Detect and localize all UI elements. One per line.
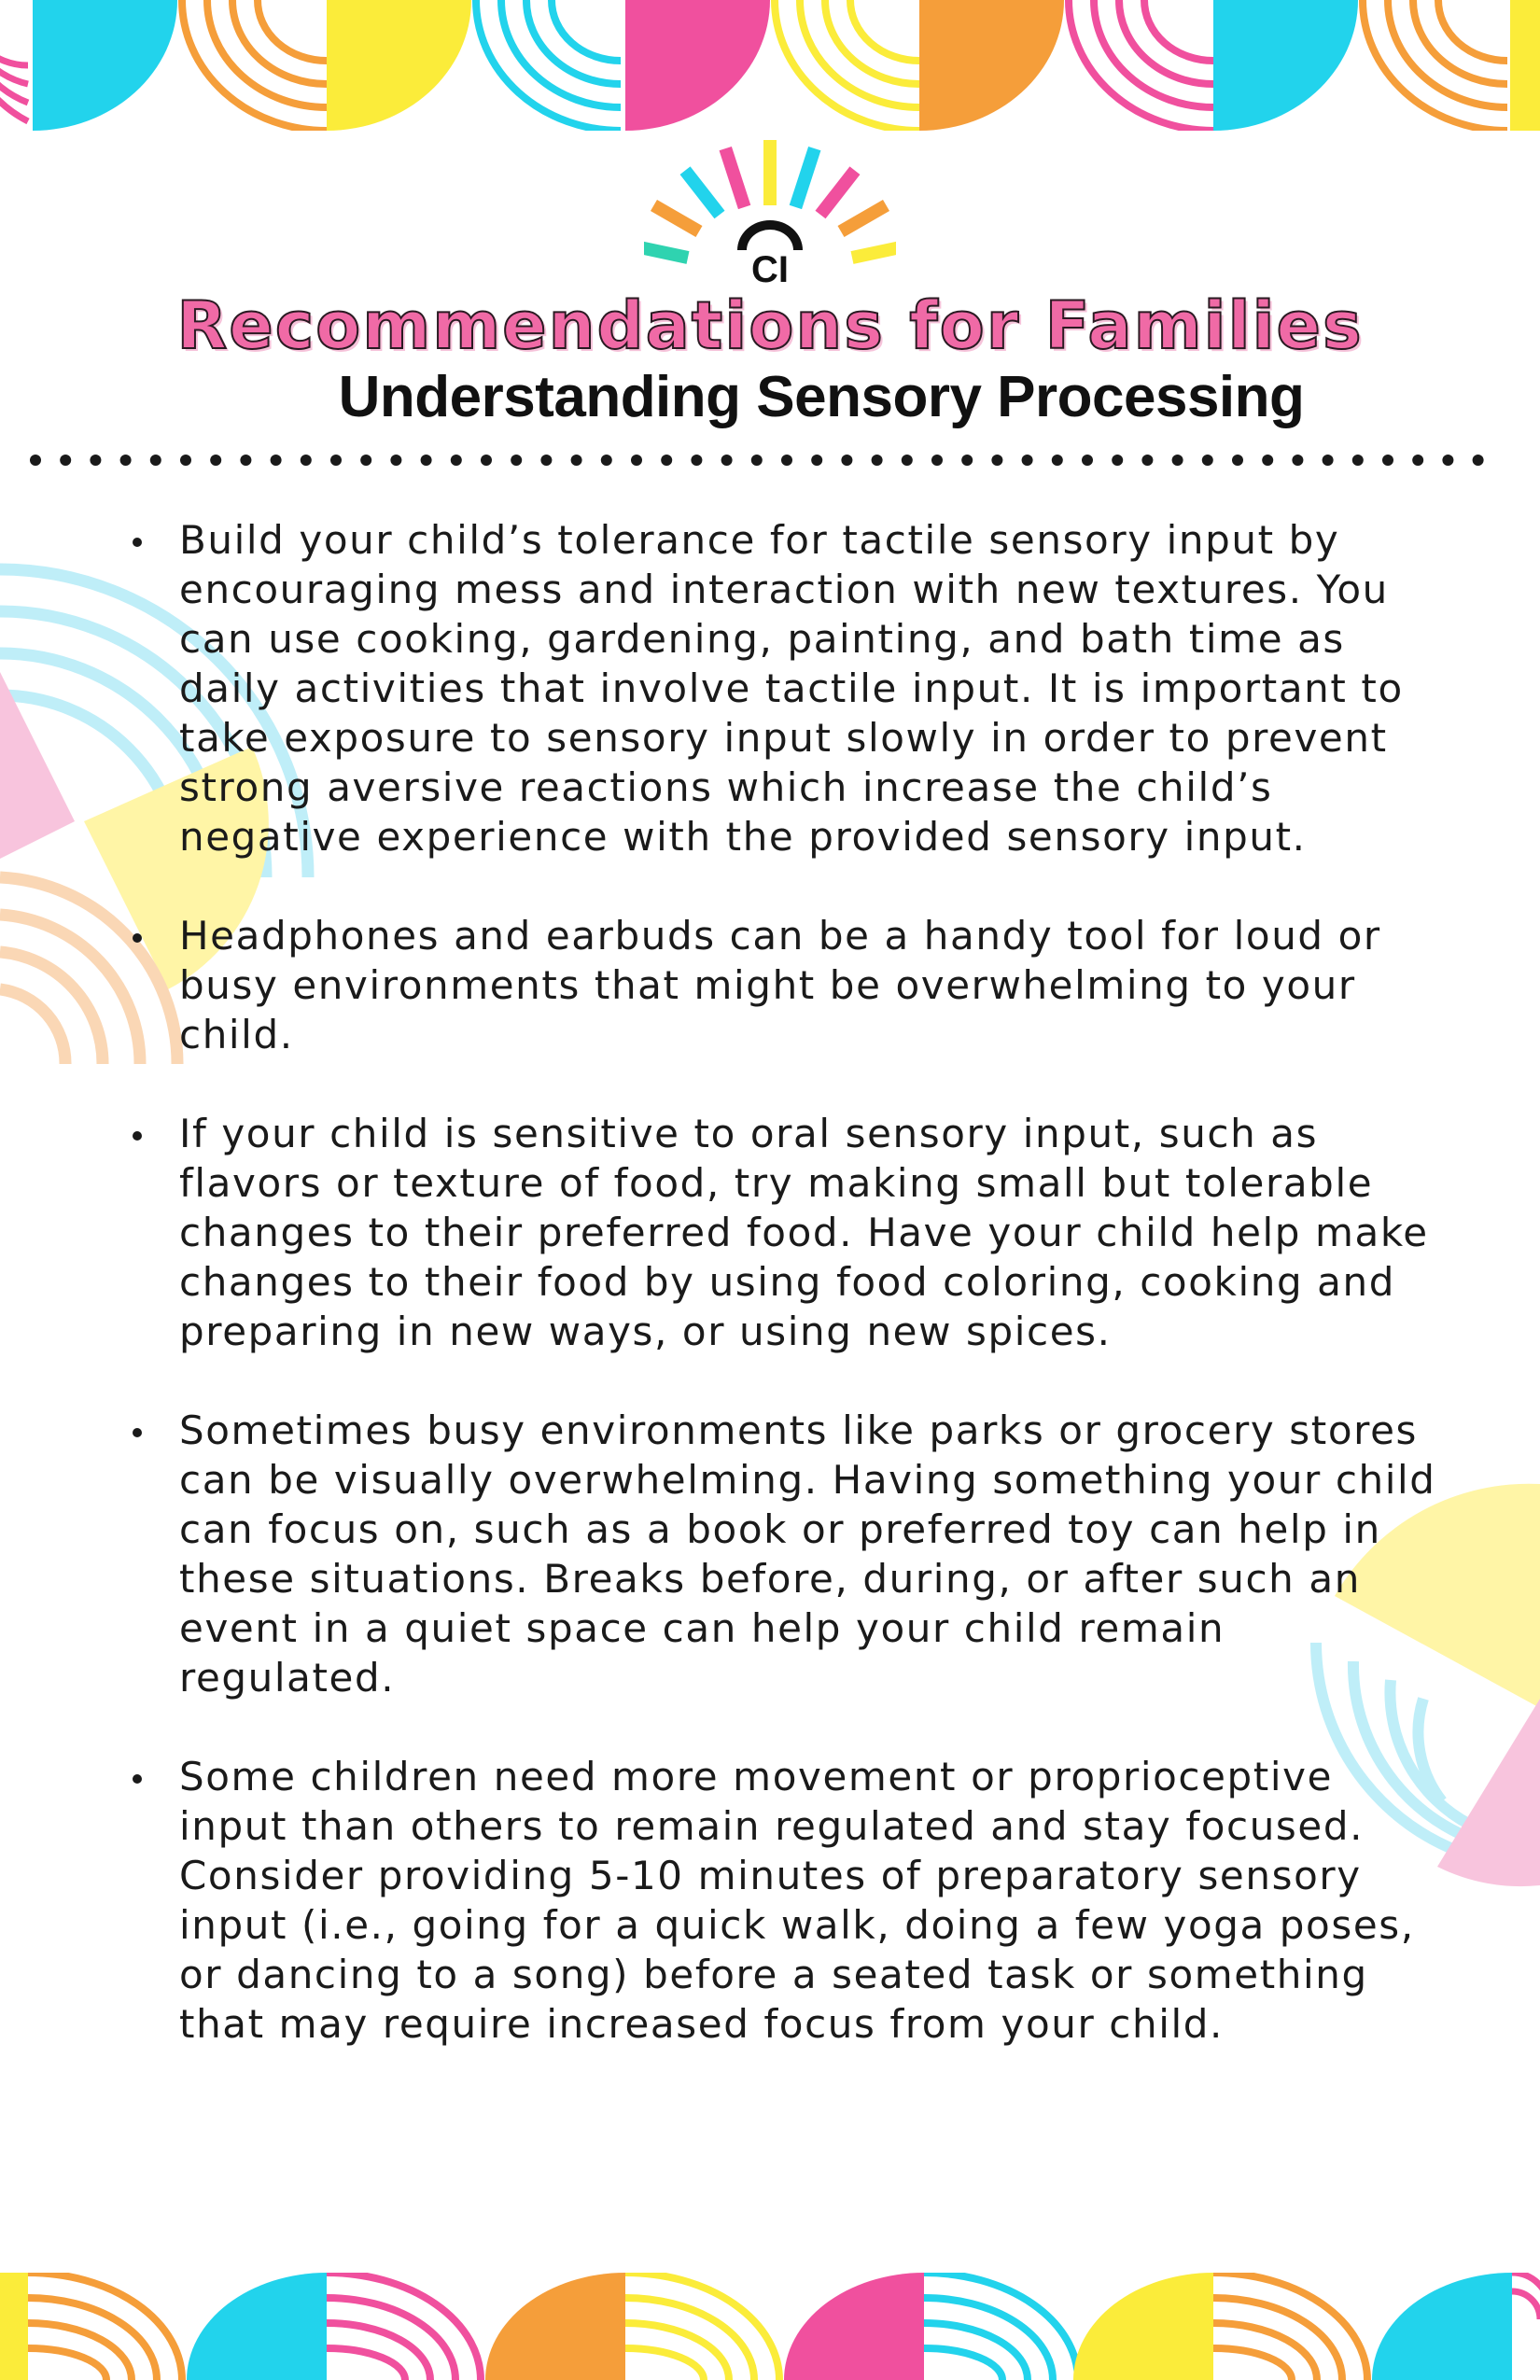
divider-dot [451, 455, 462, 466]
divider-dot [120, 455, 132, 466]
divider-dot [751, 455, 763, 466]
divider-dot [1473, 455, 1484, 466]
divider-dot [601, 455, 612, 466]
top-decorative-band [0, 0, 1540, 131]
divider-dot [721, 455, 733, 466]
divider-dot [1323, 455, 1334, 466]
page-title: Recommendations for Families [176, 287, 1364, 364]
divider-dot [210, 455, 221, 466]
divider-dot [661, 455, 672, 466]
divider-dot [511, 455, 522, 466]
divider-dot [60, 455, 71, 466]
divider-dot [991, 455, 1002, 466]
divider-dot [902, 455, 913, 466]
divider-dot [1202, 455, 1213, 466]
bottom-decorative-band [0, 2273, 1540, 2380]
divider-dot [811, 455, 822, 466]
divider-dot [1112, 455, 1123, 466]
divider-dot [90, 455, 101, 466]
divider-dot [390, 455, 401, 466]
divider-dot [872, 455, 883, 466]
ci-logo [644, 131, 896, 289]
list-item: If your child is sensitive to oral sensory input, such as flavors or texture of food, try making small but tolerable changes to their preferred food. Have your child help make changes to their food by using food coloring, cooking and preparing in new ways, or using new spices. [131, 1109, 1437, 1356]
divider-dot [30, 455, 41, 466]
divider-dot [180, 455, 191, 466]
list-item: Sometimes busy environments like parks or grocery stores can be visually overwhelming. Having something your child can focus on, such as a book or preferred toy can help in these situations. Breaks before, during, or after such an event in a quiet space can help your child remain regulated. [131, 1406, 1437, 1702]
list-item: Build your child’s tolerance for tactile sensory input by encouraging mess and interaction with new textures. You can use cooking, gardening, painting, and bath time as daily activities that involve tactile input. It is important to take exposure to sensory input slowly in order to prevent strong aversive reactions which increase the child’s negative experience with the provided sensory input. [131, 515, 1437, 861]
divider-dot [1442, 455, 1453, 466]
dotted-divider [28, 446, 1512, 474]
divider-dot [481, 455, 492, 466]
divider-dot [1262, 455, 1273, 466]
divider-dot [961, 455, 973, 466]
divider-dot [1141, 455, 1153, 466]
divider-dot [931, 455, 943, 466]
divider-dot [631, 455, 642, 466]
page-subtitle: Understanding Sensory Processing [338, 365, 1305, 429]
list-item: Some children need more movement or proprioceptive input than others to remain regulated and stay focused. Consider providing 5-10 minutes of preparatory sensory input (i.e., going for a quick walk, doing a few yoga poses, or dancing to a song) before a seated task or something that may require increased focus from your child. [131, 1752, 1437, 2049]
divider-dot [271, 455, 282, 466]
divider-dot [841, 455, 852, 466]
divider-dot [1292, 455, 1303, 466]
recommendations-list [131, 515, 1437, 2049]
divider-dot [1412, 455, 1423, 466]
sunburst-icon [644, 140, 896, 264]
divider-dot [781, 455, 792, 466]
divider-dot [360, 455, 371, 466]
logo-text: CI [751, 249, 789, 289]
divider-dot [691, 455, 702, 466]
divider-dot [150, 455, 161, 466]
list-item: Headphones and earbuds can be a handy tool for loud or busy environments that might be overwhelming to your child. [131, 911, 1437, 1059]
divider-dot [1082, 455, 1093, 466]
recommendations-section [131, 515, 1437, 2098]
divider-dot [330, 455, 342, 466]
divider-dot [421, 455, 432, 466]
divider-dot [1172, 455, 1183, 466]
divider-dot [240, 455, 251, 466]
divider-dot [301, 455, 312, 466]
divider-dot [1232, 455, 1243, 466]
divider-dot [1352, 455, 1364, 466]
divider-dot [1022, 455, 1033, 466]
divider-dot [540, 455, 552, 466]
divider-dot [1052, 455, 1063, 466]
divider-dot [571, 455, 582, 466]
divider-dot [1382, 455, 1393, 466]
